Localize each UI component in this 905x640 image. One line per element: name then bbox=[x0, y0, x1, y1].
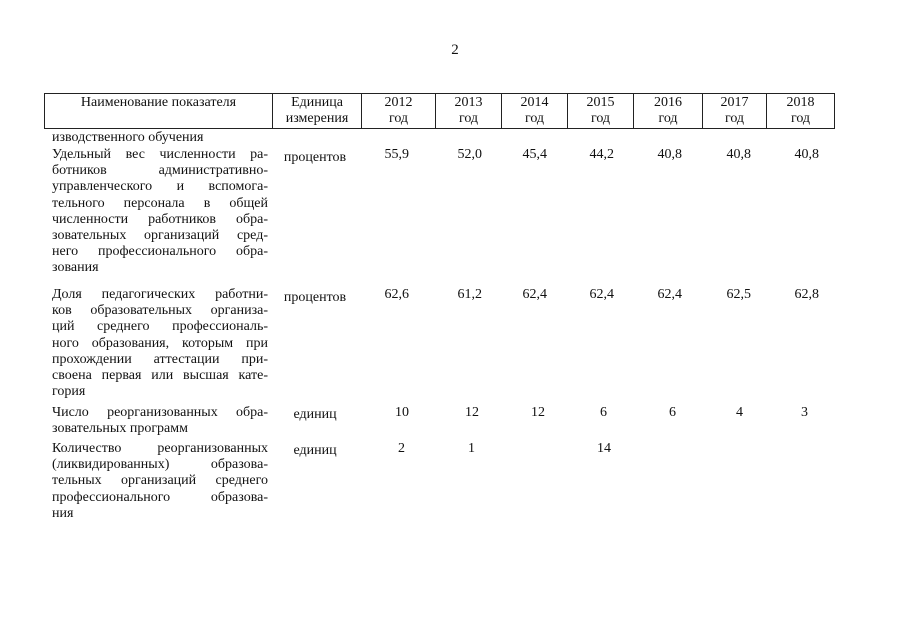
row-1-unit: процентов bbox=[283, 150, 347, 165]
header-unit: Единица измерения bbox=[285, 95, 349, 126]
row-3-value-2017: 4 bbox=[736, 405, 743, 420]
row-2-name: Доля педагогических работни- ков образовательных организа- ций среднего профессиональ- ного образования, которым при прохождении аттестации при- своена первая или высшая кате- гория bbox=[52, 287, 268, 400]
row-3-value-2015: 6 bbox=[600, 405, 607, 420]
header-border-top bbox=[44, 93, 835, 94]
header-name: Наименование показателя bbox=[80, 95, 237, 110]
row-1-value-2014: 45,4 bbox=[522, 147, 547, 162]
page-number: 2 bbox=[451, 42, 459, 58]
row-2-value-2017: 62,5 bbox=[726, 287, 751, 302]
row-1-value-2018: 40,8 bbox=[794, 147, 819, 162]
header-year-2013: 2013 год bbox=[454, 95, 483, 126]
row-2-value-2012: 62,6 bbox=[384, 287, 409, 302]
row-3-value-2012: 10 bbox=[395, 405, 409, 420]
header-year-2016: 2016 год bbox=[654, 95, 682, 126]
row-1-value-2015: 44,2 bbox=[589, 147, 614, 162]
row-1-value-2017: 40,8 bbox=[726, 147, 751, 162]
row-3-value-2016: 6 bbox=[669, 405, 676, 420]
header-year-2018: 2018 год bbox=[786, 95, 815, 126]
row-4-value-2012: 2 bbox=[398, 441, 405, 456]
row-3-value-2018: 3 bbox=[801, 405, 808, 420]
row-2-value-2015: 62,4 bbox=[589, 287, 614, 302]
row-4-name: Количество реорганизованных (ликвидированных) образова- тельных организаций среднего профессионального образова- ния bbox=[52, 441, 268, 521]
row-2-value-2018: 62,8 bbox=[794, 287, 819, 302]
header-year-2014: 2014 год bbox=[520, 95, 549, 126]
row-2-unit: процентов bbox=[283, 290, 347, 305]
row-1-value-2013: 52,0 bbox=[457, 147, 482, 162]
continuation-text: изводственного обучения bbox=[52, 130, 204, 145]
header-year-2017: 2017 год bbox=[720, 95, 749, 126]
header-border-right bbox=[834, 93, 835, 129]
row-2-value-2016: 62,4 bbox=[657, 287, 682, 302]
row-4-unit: единиц bbox=[293, 443, 337, 458]
row-4-value-2013: 1 bbox=[468, 441, 475, 456]
row-1-value-2012: 55,9 bbox=[384, 147, 409, 162]
row-1-value-2016: 40,8 bbox=[657, 147, 682, 162]
header-year-2012: 2012 год bbox=[384, 95, 413, 126]
row-1-name: Удельный вес численности ра- ботников административно- управленческого и вспомога- тельного персонала в общей численности работников обра- зовательных организаций сред- него профессионального обра- зования bbox=[52, 147, 268, 276]
row-2-value-2013: 61,2 bbox=[457, 287, 482, 302]
row-3-value-2013: 12 bbox=[465, 405, 479, 420]
row-3-value-2014: 12 bbox=[531, 405, 545, 420]
row-3-unit: единиц bbox=[293, 407, 337, 422]
row-2-value-2014: 62,4 bbox=[522, 287, 547, 302]
row-3-name: Число реорганизованных обра- зовательных программ bbox=[52, 405, 268, 437]
header-year-2015: 2015 год bbox=[586, 95, 615, 126]
row-4-value-2015: 14 bbox=[597, 441, 611, 456]
